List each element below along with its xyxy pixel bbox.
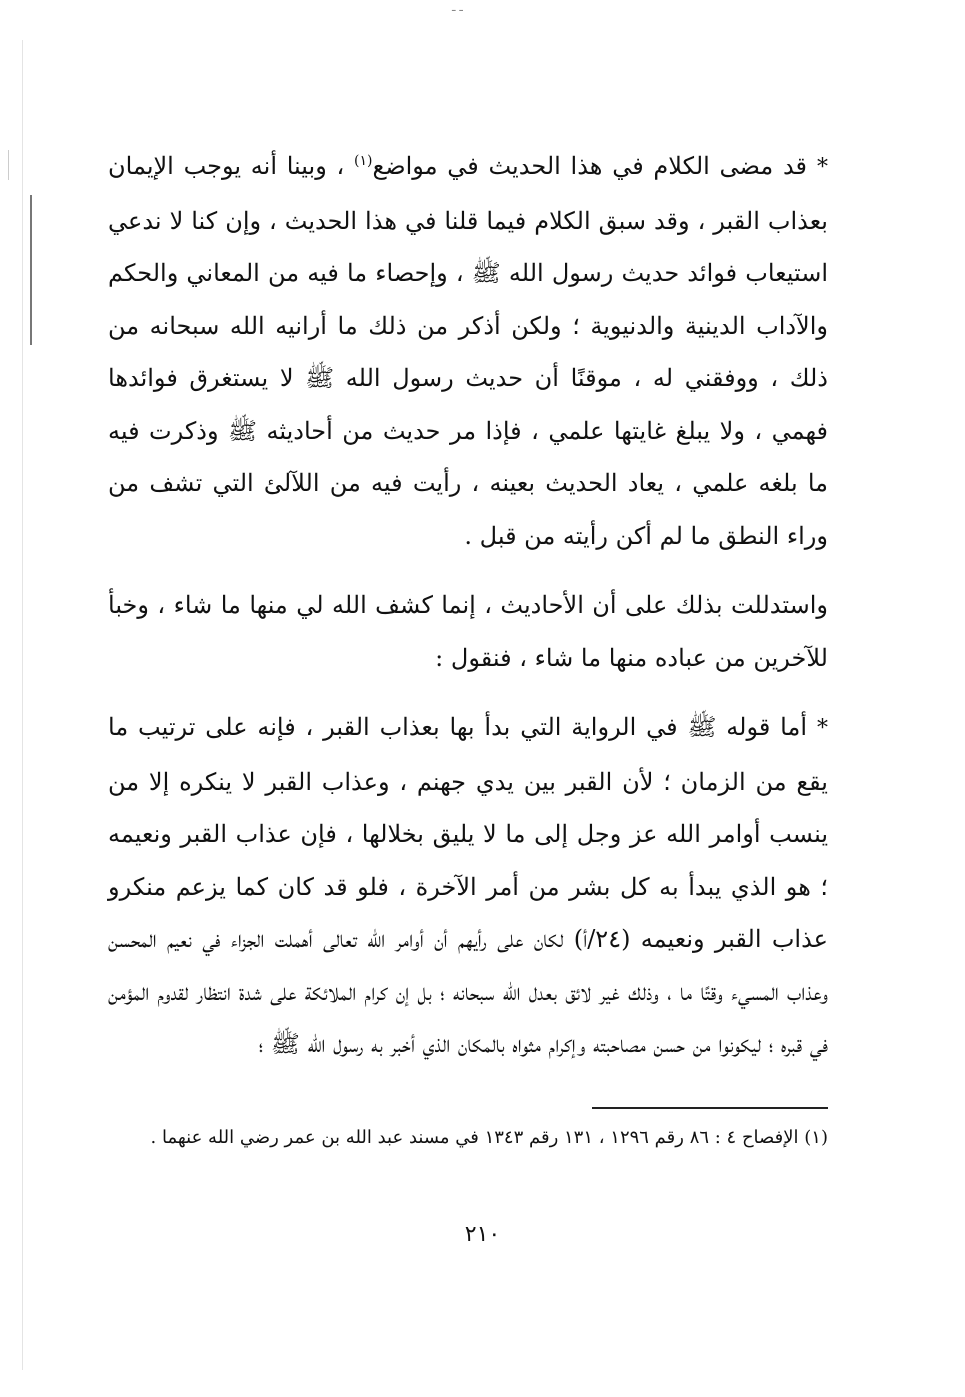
page-body <box>108 140 828 1071</box>
paragraph-text: ، وبينا أنه يوجب الإيمان بعذاب القبر ، وقد سبق الكلام فيما قلنا في هذا الحديث ، وإن كنا لا ندعي استيعاب فوائد حديث رسول الله ﷺ ، وإحصاء ما فيه من المعاني والحكم والآداب الدينية والدنيوية ؛ ولكن أذكر من ذلك ما أرانيه الله سبحانه من ذلك ، ووفقني له ، موقنًا أن حديث رسول الله ﷺ لا يستغرق فوائدها فهمي ، ولا يبلغ غايتها علمي ، فإذا مر حديث من أحاديثه ﷺ وذكرت فيه ما بلغه علمي ، يعاد الحديث بعينه ، رأيت فيه من اللآلئ التي تشف من وراء النطق ما لم أكن رأيته من قبل . <box>108 152 828 550</box>
footnote-number: (١) <box>804 1127 828 1148</box>
footnote-reference[interactable]: (١) <box>354 153 373 169</box>
asterisk-marker: * <box>817 716 828 741</box>
page-number: ٢١٠ <box>464 1222 501 1247</box>
scan-edge-mark <box>22 40 23 1370</box>
paragraph: واستدللت بذلك على أن الأحاديث ، إنما كشف الله لي منها ما شاء ، وخبأ للآخرين من عباده منها ما شاء ، فنقول : <box>108 591 829 672</box>
paragraph <box>108 701 828 1071</box>
paragraph-text: أما قوله ﷺ في الرواية التي بدأ بها بعذاب القبر ، فإنه على ترتيب ما يقع من الزمان ؛ لأن القبر بين يدي جهنم ، وعذاب القبر لا ينكره إلا من ينسب أوامر الله عز وجل إلى ما لا يليق بخلالها ، فإن عذاب القبر ونعيمه ؛ هو الذي يبدأ به كل بشر من أمر الآخرة ، فلو قد كان كما يزعم منكرو عذاب القبر ونعيمه (٢٤/أ) لكان على رأيهم أن أوامر الله تعالى أهملت الجزاء في نعيم المحسن وعذاب المسيء وقتًا ما ، وذلك غير لائق بعدل الله سبحانه ؛ بل إن كرام الملائكة على شدة انتظار لقدوم المؤمن في قبره ؛ ليكونوا من حسن مصاحبته وإكرام مثواه بالمكان الذي أخبر به رسول الله ﷺ ؛ <box>108 713 829 1058</box>
top-mark: ـ ـ <box>452 0 463 14</box>
paragraph-text: قد مضى الكلام في هذا الحديث في مواضع <box>372 152 808 180</box>
scan-edge-mark <box>30 195 32 345</box>
footnote-text: الإفصاح ٤ : ٨٦ رقم ١٢٩٦ ، ١٣١ رقم ١٣٤٣ في مسند عبد الله بن عمر رضي الله عنهما . <box>150 1127 799 1148</box>
footnote <box>108 1120 828 1156</box>
footnote-separator <box>592 1107 828 1109</box>
scan-edge-mark <box>8 150 9 180</box>
paragraph <box>108 140 828 562</box>
asterisk-marker: * <box>817 155 829 180</box>
